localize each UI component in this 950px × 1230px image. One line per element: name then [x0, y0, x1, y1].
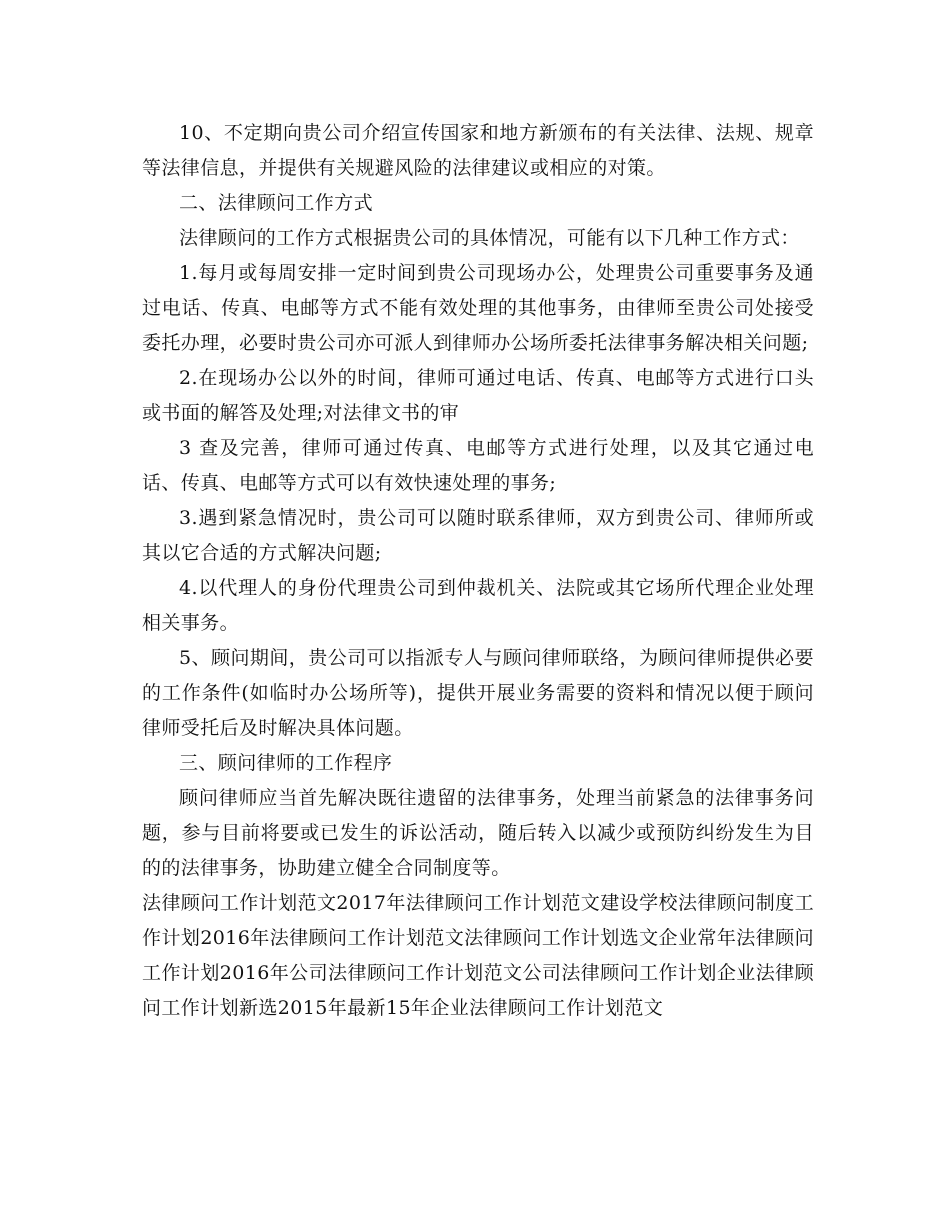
- paragraph-legal-info: 10、不定期向贵公司介绍宣传国家和地方新颁布的有关法律、法规、规章等法律信息，并提供有关规避风险的法律建议或相应的对策。: [142, 122, 814, 179]
- document-body: [142, 116, 814, 1026]
- paragraph-method-1: 1.每月或每周安排一定时间到贵公司现场办公，处理贵公司重要事务及通过电话、传真、电邮等方式不能有效处理的其他事务，由律师至贵公司处接受委托办理，必要时贵公司亦可派人到律师办公场所委托法律事务解决相关问题;: [142, 262, 814, 354]
- paragraph-method-4: 4.以代理人的身份代理贵公司到仲裁机关、法院或其它场所代理企业处理相关事务。: [142, 577, 814, 634]
- section-heading-work-methods: 二、法律顾问工作方式: [179, 192, 374, 214]
- paragraph-work-methods-intro: 法律顾问的工作方式根据贵公司的具体情况，可能有以下几种工作方式：: [179, 227, 800, 249]
- paragraph-method-5: 5、顾问期间，贵公司可以指派专人与顾问律师联络，为顾问律师提供必要的工作条件(如临时办公场所等)，提供开展业务需要的资料和情况以便于顾问律师受托后及时解决具体问题。: [142, 647, 814, 739]
- paragraph-work-procedure: 顾问律师应当首先解决既往遗留的法律事务，处理当前紧急的法律事务问题，参与目前将要或已发生的诉讼活动，随后转入以减少或预防纠纷发生为目的的法律事务，协助建立健全合同制度等。: [142, 787, 814, 879]
- paragraph-method-3: 3.遇到紧急情况时，贵公司可以随时联系律师，双方到贵公司、律师所或其以它合适的方式解决问题;: [142, 507, 814, 564]
- section-heading-work-procedure: 三、顾问律师的工作程序: [179, 752, 393, 774]
- paragraph-method-2-continued: 3 查及完善，律师可通过传真、电邮等方式进行处理，以及其它通过电话、传真、电邮等方式可以有效快速处理的事务;: [142, 437, 814, 494]
- related-titles-block: 法律顾问工作计划范文2017年法律顾问工作计划范文建设学校法律顾问制度工作计划2016年法律顾问工作计划范文法律顾问工作计划选文企业常年法律顾问工作计划2016年公司法律顾问工作计划范文公司法律顾问工作计划企业法律顾问工作计划新选2015年最新15年企业法律顾问工作计划范文: [142, 892, 814, 1019]
- paragraph-method-2: 2.在现场办公以外的时间，律师可通过电话、传真、电邮等方式进行口头或书面的解答及处理;对法律文书的审: [142, 367, 814, 424]
